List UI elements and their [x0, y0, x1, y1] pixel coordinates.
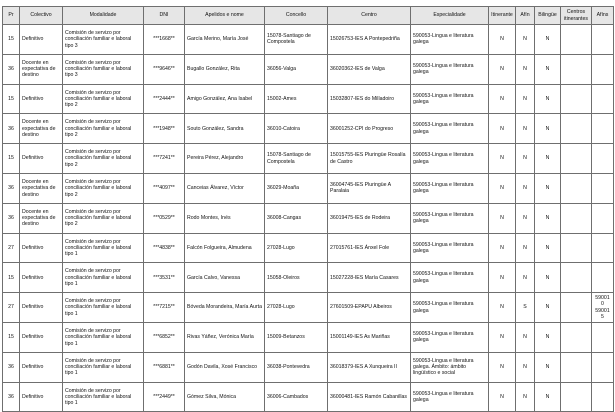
cell-concello: 36006-Cambados — [265, 382, 328, 412]
header-centro: Centro — [328, 7, 411, 25]
table-row — [3, 84, 614, 114]
cell-pr: 15 — [3, 263, 20, 293]
cell-especialidade: 590053-Lingua e literatura galega. Ámbito: ámbito lingüístico e social — [411, 352, 489, 382]
cell-modalidade: Comisión de servizo por conciliación familiar e laboral tipo 1 — [63, 263, 144, 293]
cell-afins — [592, 84, 614, 114]
cell-dni: ***9646** — [144, 54, 185, 84]
cell-colectivo: Docente en expectativa de destino — [20, 173, 63, 203]
cell-afin: N — [516, 114, 535, 144]
cell-itinerante: N — [489, 25, 516, 55]
cell-concello: 36008-Cangas — [265, 203, 328, 233]
cell-afins — [592, 25, 614, 55]
cell-especialidade: 590053-Lingua e literatura galega — [411, 293, 489, 323]
cell-afins — [592, 233, 614, 263]
cell-itinerante: N — [489, 203, 516, 233]
cell-afin: N — [516, 352, 535, 382]
cell-afins — [592, 173, 614, 203]
cell-apelidos-nome: Amigo González, Ana Isabel — [185, 84, 265, 114]
header-afins: Afíns — [592, 7, 614, 25]
cell-afins — [592, 54, 614, 84]
cell-centro: 36004745-IES Pluringüe A Paralaia — [328, 173, 411, 203]
cell-bilingue: N — [535, 263, 561, 293]
cell-bilingue: N — [535, 114, 561, 144]
table-header — [3, 7, 614, 25]
header-pr: Pr — [3, 7, 20, 25]
cell-afin: N — [516, 84, 535, 114]
cell-afin: N — [516, 173, 535, 203]
cell-bilingue: N — [535, 382, 561, 412]
cell-concello: 36029-Moaña — [265, 173, 328, 203]
assignments-table — [2, 6, 614, 412]
cell-centro: 15027228-IES María Casares — [328, 263, 411, 293]
cell-dni: ***6881** — [144, 352, 185, 382]
cell-afins — [592, 203, 614, 233]
table-row — [3, 114, 614, 144]
cell-centros-itinerantes — [561, 173, 592, 203]
table-row — [3, 233, 614, 263]
cell-colectivo: Definitivo — [20, 293, 63, 323]
header-dni: DNI — [144, 7, 185, 25]
cell-apelidos-nome: Souto González, Sandra — [185, 114, 265, 144]
table-row — [3, 144, 614, 174]
cell-centros-itinerantes — [561, 322, 592, 352]
cell-apelidos-nome: Godón Davila, Xosé Francisco — [185, 352, 265, 382]
cell-pr: 15 — [3, 144, 20, 174]
cell-afin: N — [516, 203, 535, 233]
cell-apelidos-nome: Bugallo González, Rita — [185, 54, 265, 84]
cell-concello: 15002-Ames — [265, 84, 328, 114]
cell-afins — [592, 144, 614, 174]
cell-modalidade: Comisión de servizo por conciliación familiar e laboral tipo 2 — [63, 84, 144, 114]
cell-bilingue: N — [535, 233, 561, 263]
cell-concello: 15078-Santiago de Compostela — [265, 25, 328, 55]
cell-itinerante: N — [489, 233, 516, 263]
cell-afins — [592, 382, 614, 412]
cell-centros-itinerantes — [561, 293, 592, 323]
cell-centro: 15015755-IES Pluringüe Rosalía de Castro — [328, 144, 411, 174]
cell-pr: 36 — [3, 54, 20, 84]
cell-modalidade: Comisión de servizo por conciliación familiar e laboral tipo 2 — [63, 173, 144, 203]
cell-centro: 27015761-IES Ánxel Fole — [328, 233, 411, 263]
table-row — [3, 322, 614, 352]
cell-itinerante: N — [489, 382, 516, 412]
cell-itinerante: N — [489, 173, 516, 203]
cell-modalidade: Comisión de servizo por conciliación familiar e laboral tipo 1 — [63, 352, 144, 382]
cell-centros-itinerantes — [561, 352, 592, 382]
cell-dni: ***4097** — [144, 173, 185, 203]
header-apelidos-nome: Apelidos e nome — [185, 7, 265, 25]
cell-pr: 27 — [3, 233, 20, 263]
cell-bilingue: N — [535, 352, 561, 382]
cell-centro: 36018379-IES A Xunqueira II — [328, 352, 411, 382]
cell-apelidos-nome: García Calvo, Vanessa — [185, 263, 265, 293]
cell-concello: 15078-Santiago de Compostela — [265, 144, 328, 174]
cell-bilingue: N — [535, 173, 561, 203]
cell-centro: 27601509-EPAPU Albeiros — [328, 293, 411, 323]
cell-colectivo: Docente en expectativa de destino — [20, 114, 63, 144]
header-concello: Concello — [265, 7, 328, 25]
cell-itinerante: N — [489, 263, 516, 293]
cell-afins — [592, 352, 614, 382]
cell-afins — [592, 322, 614, 352]
header-afin: Afín — [516, 7, 535, 25]
cell-bilingue: N — [535, 144, 561, 174]
cell-afin: N — [516, 263, 535, 293]
header-centros-itinerantes: Centros itinerantes — [561, 7, 592, 25]
table-row — [3, 352, 614, 382]
header-itinerante: Itinerante — [489, 7, 516, 25]
table-row — [3, 263, 614, 293]
cell-colectivo: Docente en expectativa de destino — [20, 203, 63, 233]
cell-especialidade: 590053-Lingua e literatura galega — [411, 322, 489, 352]
document-page — [2, 6, 613, 412]
cell-centros-itinerantes — [561, 263, 592, 293]
cell-itinerante: N — [489, 84, 516, 114]
cell-centros-itinerantes — [561, 382, 592, 412]
cell-afin: S — [516, 293, 535, 323]
header-colectivo: Colectivo — [20, 7, 63, 25]
cell-concello: 36038-Pontevedra — [265, 352, 328, 382]
cell-afin: N — [516, 54, 535, 84]
cell-especialidade: 590053-Lingua e literatura galega — [411, 203, 489, 233]
cell-afin: N — [516, 25, 535, 55]
cell-centros-itinerantes — [561, 84, 592, 114]
cell-dni: ***3531** — [144, 263, 185, 293]
cell-colectivo: Definitivo — [20, 84, 63, 114]
table-body — [3, 25, 614, 412]
cell-bilingue: N — [535, 84, 561, 114]
cell-especialidade: 590053-Lingua e literatura galega — [411, 382, 489, 412]
cell-centro: 36000481-IES Ramón Cabanillas — [328, 382, 411, 412]
table-row — [3, 173, 614, 203]
cell-apelidos-nome: Bóveda Morandeira, María Aurta — [185, 293, 265, 323]
cell-centros-itinerantes — [561, 54, 592, 84]
cell-centro: 15001149-IES As Mariñas — [328, 322, 411, 352]
cell-modalidade: Comisión de servizo por conciliación familiar e laboral tipo 3 — [63, 25, 144, 55]
cell-especialidade: 590053-Lingua e literatura galega — [411, 173, 489, 203]
cell-dni: ***2444** — [144, 84, 185, 114]
cell-afin: N — [516, 322, 535, 352]
cell-modalidade: Comisión de servizo por conciliación familiar e laboral tipo 2 — [63, 144, 144, 174]
cell-colectivo: Definitivo — [20, 144, 63, 174]
cell-pr: 15 — [3, 84, 20, 114]
cell-afin: N — [516, 382, 535, 412]
cell-concello: 27028-Lugo — [265, 233, 328, 263]
cell-concello: 15009-Betanzos — [265, 322, 328, 352]
cell-especialidade: 590053-Lingua e literatura galega — [411, 263, 489, 293]
cell-afins — [592, 263, 614, 293]
header-row — [3, 7, 614, 25]
cell-centro: 36020362-IES de Valga — [328, 54, 411, 84]
cell-itinerante: N — [489, 54, 516, 84]
cell-colectivo: Definitivo — [20, 382, 63, 412]
cell-modalidade: Comisión de servizo por conciliación familiar e laboral tipo 1 — [63, 293, 144, 323]
cell-especialidade: 590053-Lingua e literatura galega — [411, 114, 489, 144]
header-modalidade: Modalidade — [63, 7, 144, 25]
cell-concello: 15058-Oleiros — [265, 263, 328, 293]
cell-itinerante: N — [489, 352, 516, 382]
cell-modalidade: Comisión de servizo por conciliación familiar e laboral tipo 1 — [63, 322, 144, 352]
cell-dni: ***6852** — [144, 322, 185, 352]
table-row — [3, 293, 614, 323]
cell-especialidade: 590053-Lingua e literatura galega — [411, 54, 489, 84]
cell-concello: 36010-Catoira — [265, 114, 328, 144]
cell-modalidade: Comisión de servizo por conciliación familiar e laboral tipo 2 — [63, 114, 144, 144]
cell-apelidos-nome: Rivas Yáñez, Verónica María — [185, 322, 265, 352]
cell-colectivo: Docente en expectativa de destino — [20, 54, 63, 84]
cell-itinerante: N — [489, 322, 516, 352]
cell-pr: 36 — [3, 203, 20, 233]
cell-colectivo: Definitivo — [20, 352, 63, 382]
cell-afin: N — [516, 144, 535, 174]
cell-pr: 36 — [3, 382, 20, 412]
cell-apelidos-nome: Rodo Montes, Inés — [185, 203, 265, 233]
cell-modalidade: Comisión de servizo por conciliación familiar e laboral tipo 1 — [63, 382, 144, 412]
cell-concello: 27028-Lugo — [265, 293, 328, 323]
cell-apelidos-nome: García Merino, María José — [185, 25, 265, 55]
header-especialidade: Especialidade — [411, 7, 489, 25]
cell-pr: 15 — [3, 322, 20, 352]
cell-colectivo: Definitivo — [20, 263, 63, 293]
cell-pr: 36 — [3, 114, 20, 144]
cell-bilingue: N — [535, 293, 561, 323]
cell-afin: N — [516, 233, 535, 263]
header-bilingue: Bilingüe — [535, 7, 561, 25]
cell-especialidade: 590053-Lingua e literatura galega — [411, 144, 489, 174]
cell-colectivo: Definitivo — [20, 233, 63, 263]
cell-bilingue: N — [535, 203, 561, 233]
cell-itinerante: N — [489, 293, 516, 323]
cell-dni: ***2449** — [144, 382, 185, 412]
cell-centro: 36019475-IES de Rodeira — [328, 203, 411, 233]
cell-pr: 15 — [3, 25, 20, 55]
cell-centros-itinerantes — [561, 114, 592, 144]
cell-modalidade: Comisión de servizo por conciliación familiar e laboral tipo 1 — [63, 233, 144, 263]
cell-pr: 27 — [3, 293, 20, 323]
cell-colectivo: Definitivo — [20, 322, 63, 352]
cell-apelidos-nome: Falcón Folgueira, Almudena — [185, 233, 265, 263]
cell-bilingue: N — [535, 25, 561, 55]
cell-modalidade: Comisión de servizo por conciliación familiar e laboral tipo 2 — [63, 203, 144, 233]
cell-dni: ***4838** — [144, 233, 185, 263]
cell-pr: 36 — [3, 352, 20, 382]
cell-apelidos-nome: Gómez Silva, Mónica — [185, 382, 265, 412]
cell-apelidos-nome: Canceias Álvarez, Víctor — [185, 173, 265, 203]
cell-bilingue: N — [535, 54, 561, 84]
cell-dni: ***7215** — [144, 293, 185, 323]
cell-dni: ***1668** — [144, 25, 185, 55]
cell-centros-itinerantes — [561, 144, 592, 174]
cell-dni: ***1948** — [144, 114, 185, 144]
cell-centro: 15026753-IES A Pontepedriña — [328, 25, 411, 55]
cell-dni: ***7241** — [144, 144, 185, 174]
table-row — [3, 382, 614, 412]
cell-centros-itinerantes — [561, 203, 592, 233]
table-row — [3, 25, 614, 55]
cell-itinerante: N — [489, 114, 516, 144]
cell-centro: 15032807-IES do Milladoiro — [328, 84, 411, 114]
cell-especialidade: 590053-Lingua e literatura galega — [411, 25, 489, 55]
table-row — [3, 54, 614, 84]
cell-especialidade: 590053-Lingua e literatura galega — [411, 233, 489, 263]
cell-pr: 36 — [3, 173, 20, 203]
cell-bilingue: N — [535, 322, 561, 352]
cell-itinerante: N — [489, 144, 516, 174]
cell-concello: 36056-Valga — [265, 54, 328, 84]
cell-dni: ***0529** — [144, 203, 185, 233]
cell-modalidade: Comisión de servizo por conciliación familiar e laboral tipo 3 — [63, 54, 144, 84]
cell-afins: 590010 590015 — [592, 293, 614, 323]
cell-centro: 36001252-CPI do Progreso — [328, 114, 411, 144]
cell-colectivo: Definitivo — [20, 25, 63, 55]
table-row — [3, 203, 614, 233]
cell-especialidade: 590053-Lingua e literatura galega — [411, 84, 489, 114]
cell-centros-itinerantes — [561, 25, 592, 55]
cell-afins — [592, 114, 614, 144]
cell-centros-itinerantes — [561, 233, 592, 263]
cell-apelidos-nome: Pereira Pérez, Alejandro — [185, 144, 265, 174]
